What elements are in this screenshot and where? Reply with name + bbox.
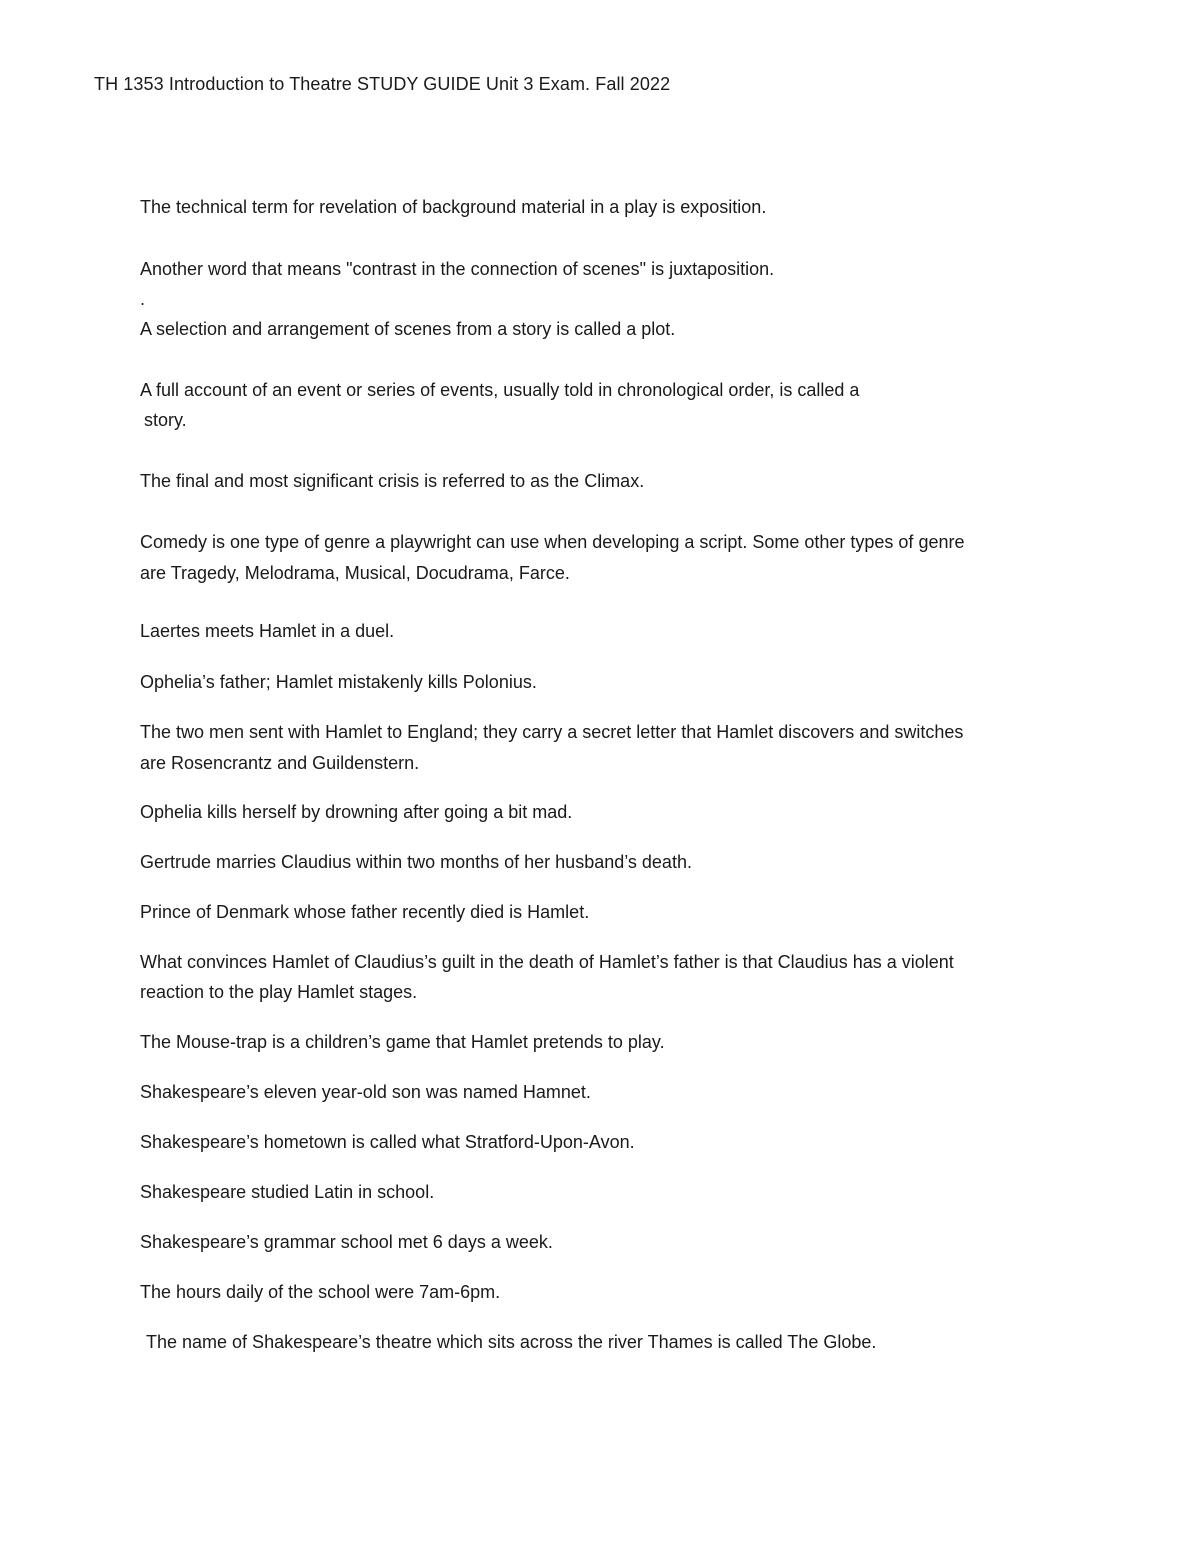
line-plot: A selection and arrangement of scenes from a story is called a plot. bbox=[140, 319, 676, 339]
line-exposition: The technical term for revelation of background material in a play is exposition. bbox=[140, 197, 767, 217]
line-laertes: Laertes meets Hamlet in a duel. bbox=[140, 621, 395, 641]
line-polonius: Ophelia’s father; Hamlet mistakenly kills Polonius. bbox=[140, 672, 537, 692]
line-prince: Prince of Denmark whose father recently died is Hamlet. bbox=[140, 902, 590, 922]
document-title: TH 1353 Introduction to Theatre STUDY GUIDE Unit 3 Exam. Fall 2022 bbox=[94, 74, 671, 94]
line-juxtaposition: Another word that means "contrast in the connection of scenes" is juxtaposition. bbox=[140, 259, 775, 279]
line-story-1: A full account of an event or series of events, usually told in chronological order, is called a bbox=[140, 380, 860, 400]
line-hours: The hours daily of the school were 7am-6pm. bbox=[140, 1282, 501, 1302]
line-genre-2: are Tragedy, Melodrama, Musical, Docudrama, Farce. bbox=[140, 563, 570, 583]
line-convinces-2: reaction to the play Hamlet stages. bbox=[140, 982, 418, 1002]
line-hometown: Shakespeare’s hometown is called what Stratford-Upon-Avon. bbox=[140, 1132, 635, 1152]
line-dot: . bbox=[140, 289, 146, 309]
line-gertrude: Gertrude marries Claudius within two months of her husband’s death. bbox=[140, 852, 692, 872]
line-convinces-1: What convinces Hamlet of Claudius’s guilt in the death of Hamlet’s father is that Claudius has a violent bbox=[140, 952, 954, 972]
line-latin: Shakespeare studied Latin in school. bbox=[140, 1182, 435, 1202]
line-mousetrap: The Mouse-trap is a children’s game that Hamlet pretends to play. bbox=[140, 1032, 665, 1052]
line-ophelia: Ophelia kills herself by drowning after going a bit mad. bbox=[140, 802, 573, 822]
line-two-men-1: The two men sent with Hamlet to England; they carry a secret letter that Hamlet discovers and switches bbox=[140, 722, 964, 742]
line-climax: The final and most significant crisis is referred to as the Climax. bbox=[140, 471, 645, 491]
line-hamnet: Shakespeare’s eleven year-old son was named Hamnet. bbox=[140, 1082, 591, 1102]
line-genre-1: Comedy is one type of genre a playwright can use when developing a script. Some other types of genre bbox=[140, 532, 965, 552]
line-globe: The name of Shakespeare’s theatre which sits across the river Thames is called The Globe. bbox=[146, 1332, 877, 1352]
line-two-men-2: are Rosencrantz and Guildenstern. bbox=[140, 753, 420, 773]
line-days: Shakespeare’s grammar school met 6 days a week. bbox=[140, 1232, 553, 1252]
line-story-2: story. bbox=[144, 410, 187, 430]
